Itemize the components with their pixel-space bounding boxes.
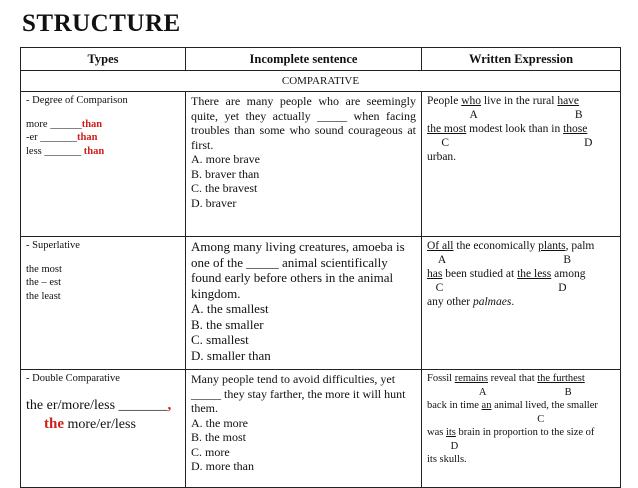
expression-line: Fossil remains reveal that the furthest (427, 373, 585, 384)
sentence-cell (186, 370, 422, 488)
options-list (191, 152, 416, 210)
form-line: the least (26, 290, 61, 302)
sentence-cell (186, 92, 422, 237)
expression-line: urban. (427, 151, 457, 163)
type-title: - Degree of Comparison (26, 95, 128, 106)
sentence-text: Among many living creatures, amoeba is one of the _____ animal scientifically found early before others in the animal kingdom. (191, 239, 405, 301)
option-a: A. more brave (191, 152, 260, 166)
answer-letters: C (427, 413, 545, 425)
table-row (21, 92, 621, 237)
expression-cell (422, 92, 621, 237)
expression-line: any other palmaes. (427, 296, 515, 308)
options-list (191, 301, 416, 363)
structure-table (20, 47, 621, 488)
option-a: A. the smallest (191, 301, 269, 316)
option-c: C. the bravest (191, 181, 258, 195)
header-row (21, 48, 621, 71)
answer-letters: A B (427, 386, 572, 398)
expression-line: back in time an animal lived, the smaller (427, 400, 598, 411)
expression-line: the most modest look than in those (427, 123, 588, 135)
answer-letters: C D (427, 137, 593, 149)
sentence-text: Many people tend to avoid difficulties, yet _____ they stay farther, the more it will hunt them. (191, 372, 406, 415)
form-line: the er/more/less _______, (26, 396, 172, 413)
section-label: COMPARATIVE (21, 71, 621, 92)
option-d: D. smaller than (191, 347, 271, 363)
table-row (21, 370, 621, 488)
expression-line: has been studied at the less among (427, 268, 586, 280)
option-a: A. the more (191, 415, 248, 430)
option-c: C. smallest (191, 332, 249, 347)
form-line: less _______ than (26, 145, 105, 157)
type-title: - Double Comparative (26, 373, 120, 384)
expression-line: Of all the economically plants, palm (427, 240, 595, 252)
sentence-cell (186, 237, 422, 370)
expression-line: its skulls. (427, 454, 467, 465)
option-b: B. the smaller (191, 316, 264, 332)
option-b: B. braver than (191, 166, 260, 181)
section-row (21, 71, 621, 92)
options-list (191, 416, 416, 474)
table-row (21, 237, 621, 370)
header-incomplete-sentence: Incomplete sentence (186, 48, 422, 71)
expression-cell (422, 370, 621, 488)
header-written-expression: Written Expression (422, 48, 621, 71)
option-d: D. braver (191, 195, 237, 210)
form-line: the more/er/less (44, 415, 136, 432)
header-types: Types (21, 48, 186, 71)
answer-letters: A B (427, 254, 572, 266)
option-b: B. the most (191, 430, 247, 444)
answer-letters: D (427, 440, 459, 452)
type-cell (21, 237, 186, 370)
type-title: - Superlative (26, 240, 80, 251)
form-line: the – est (26, 277, 61, 288)
form-line: the most (26, 263, 62, 275)
option-d: D. more than (191, 459, 254, 473)
expression-cell (422, 237, 621, 370)
answer-letters: A B (427, 109, 583, 121)
option-c: C. more (191, 444, 230, 459)
expression-line: was its brain in proportion to the size of (427, 427, 595, 438)
type-cell (21, 92, 186, 237)
page-title: STRUCTURE (22, 10, 181, 37)
expression-line: People who live in the rural have (427, 95, 580, 107)
type-cell (21, 370, 186, 488)
answer-letters: C D (427, 282, 567, 294)
form-line: more ______than (26, 118, 103, 130)
sentence-text: There are many people who are seemingly quite, yet they actually _____ when facing troubles than some who sound courageous at first. (191, 94, 416, 152)
form-line: -er _______than (26, 132, 98, 143)
